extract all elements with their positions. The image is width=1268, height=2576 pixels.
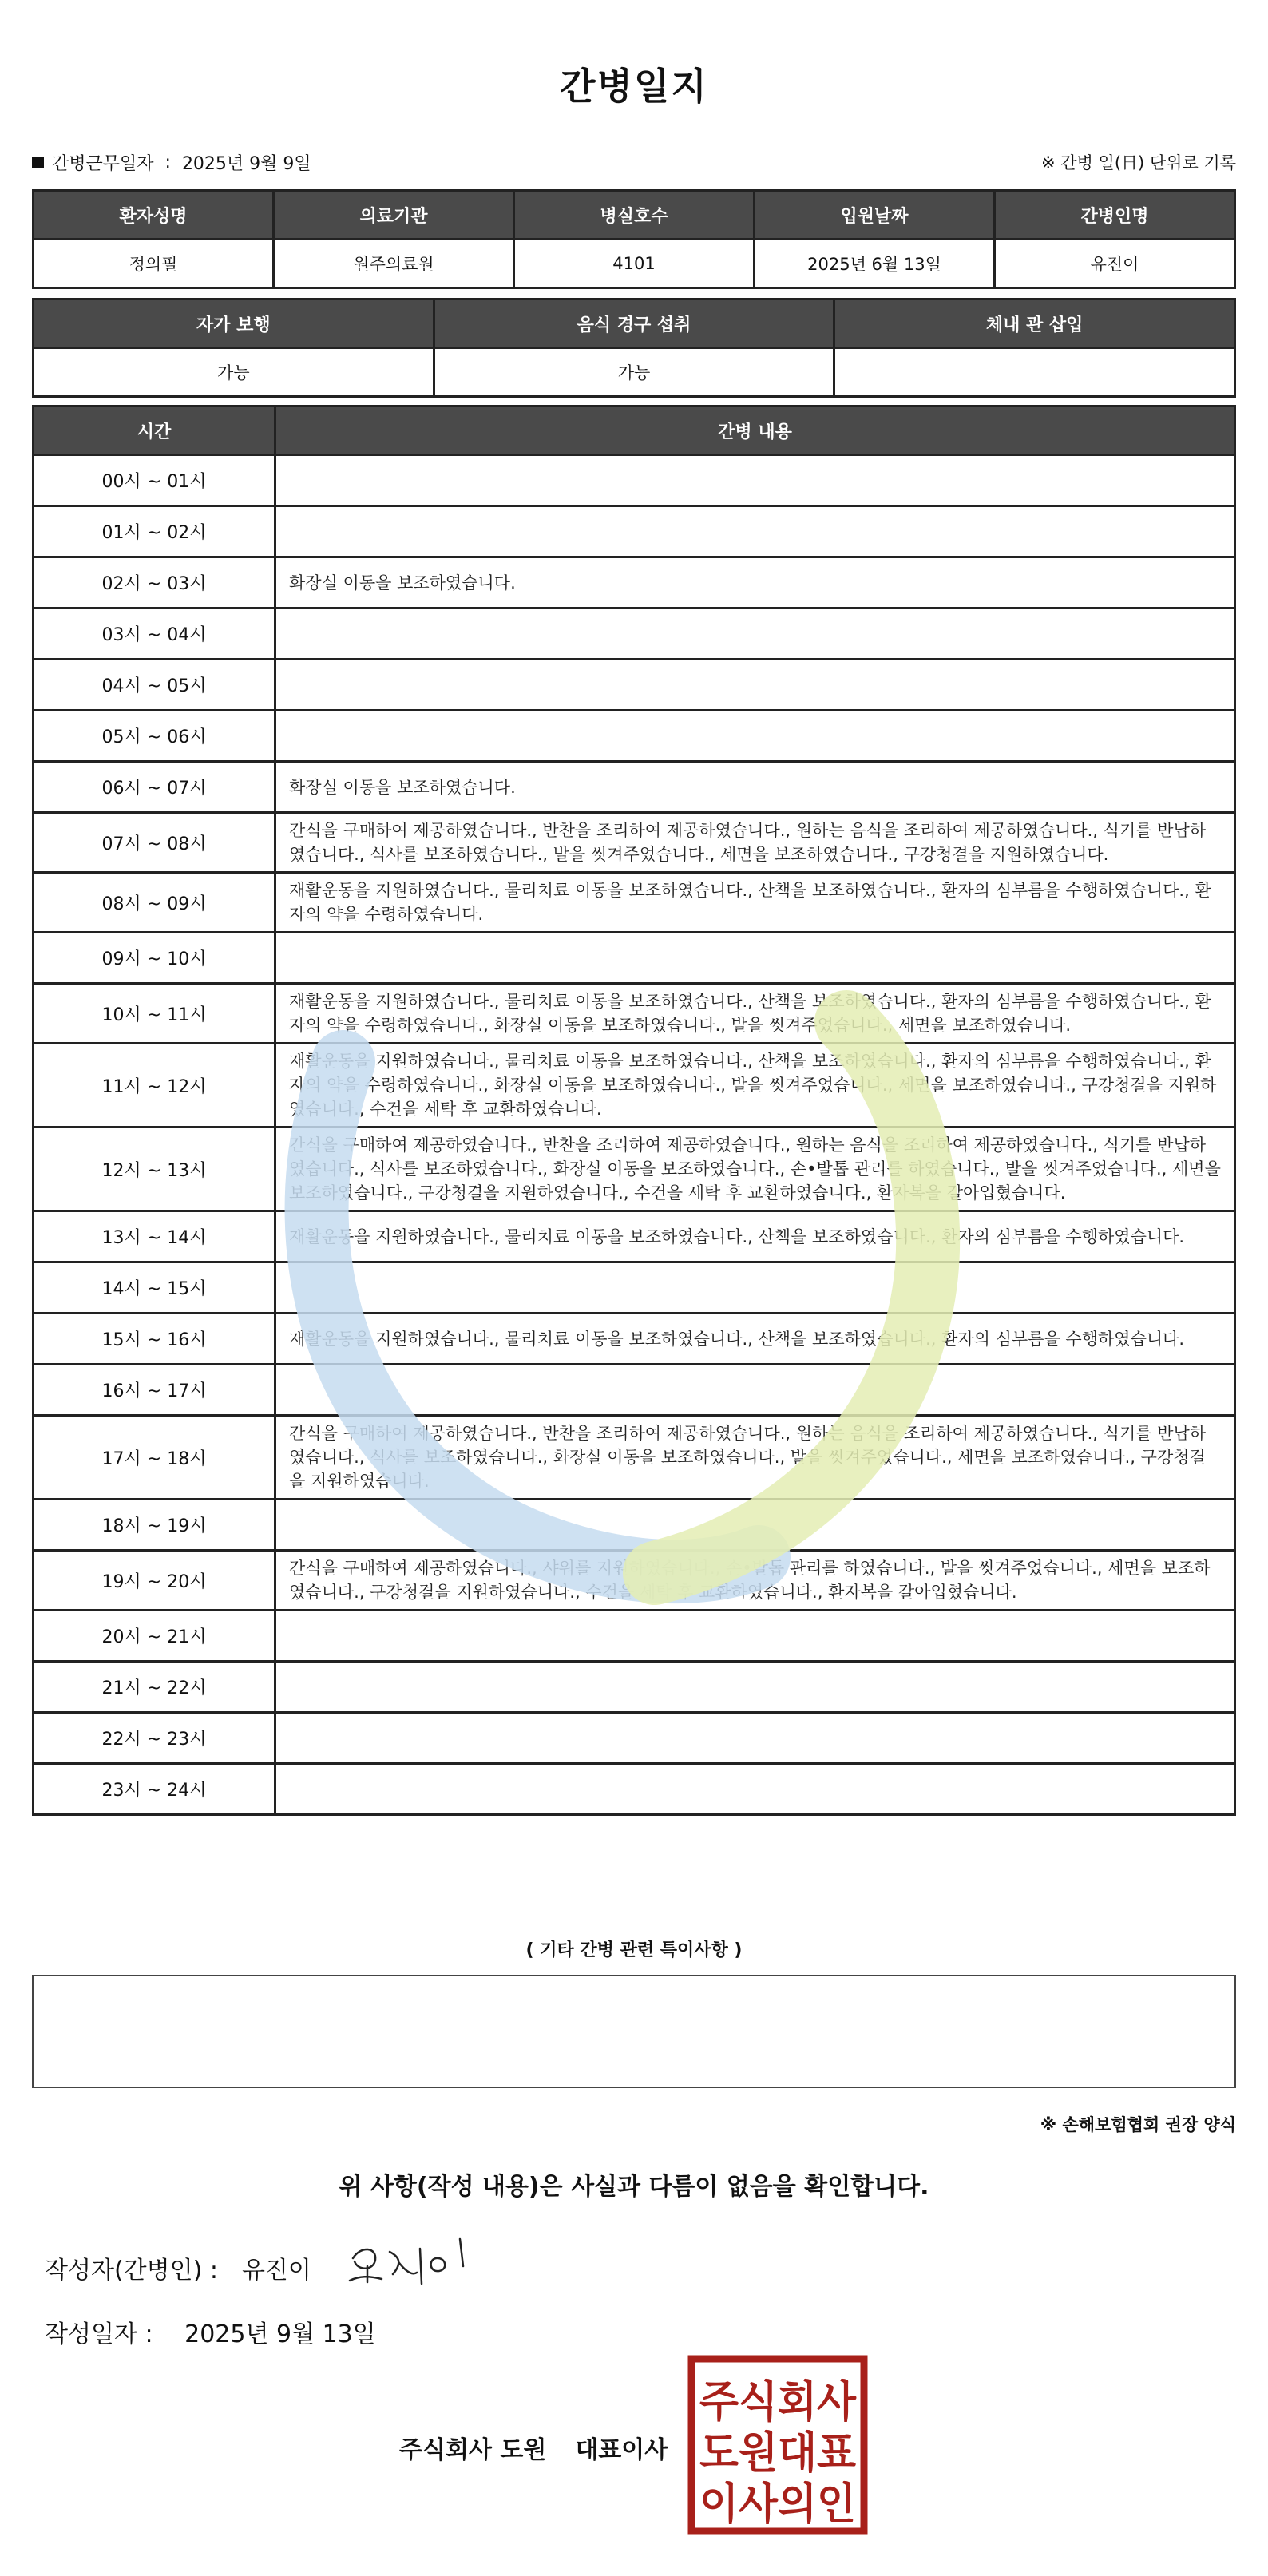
table-row (34, 984, 1235, 1044)
care-content (275, 608, 1235, 660)
work-date-separator: : (164, 153, 171, 172)
table-row (34, 1662, 1235, 1713)
care-log-table (32, 405, 1236, 1816)
table-row (34, 813, 1235, 873)
care-content (275, 506, 1235, 557)
care-content: 간식을 구매하여 제공하였습니다., 반찬을 조리하여 제공하였습니다., 원하는 음식을 조리하여 제공하였습니다., 식기를 반납하였습니다., 식사를 보조하였습니다., 발을 씻겨주었습니다., 세면을 보조하였습니다., 구강청결을 지원하였습니다. (275, 813, 1235, 873)
table-row (34, 506, 1235, 557)
table-row (34, 1127, 1235, 1211)
writer-name: 유진이 (241, 2257, 311, 2285)
bullet-square-icon (32, 157, 44, 168)
company-line (399, 2430, 668, 2465)
day-unit-note: ※ 간병 일(日) 단위로 기록 (1041, 153, 1236, 172)
care-content: 재활운동을 지원하였습니다., 물리치료 이동을 보조하였습니다., 산책을 보조하였습니다., 환자의 심부름을 수행하였습니다. (275, 1211, 1235, 1262)
care-content (275, 455, 1235, 506)
patient-info-table (32, 189, 1236, 289)
care-content: 재활운동을 지원하였습니다., 물리치료 이동을 보조하였습니다., 산책을 보조하였습니다., 환자의 심부름을 수행하였습니다., 환자의 약을 수령하였습니다., 화장실 이동을 보조하였습니다., 발을 씻겨주었습니다., 세면을 보조하였습니다., 구강청결을 지원하였습니다., 수건을 세탁 후 교환하였습니다. (275, 1044, 1235, 1127)
table-row (34, 1713, 1235, 1764)
table-row (34, 1365, 1235, 1416)
care-content (275, 933, 1235, 984)
table-row (34, 873, 1235, 933)
header-time: 시간 (34, 406, 275, 455)
care-content: 간식을 구매하여 제공하였습니다., 반찬을 조리하여 제공하였습니다., 원하는 음식을 조리하여 제공하였습니다., 식기를 반납하였습니다., 식사를 보조하였습니다., 화장실 이동을 보조하였습니다., 손•발톱 관리를 하였습니다., 발을 씻겨주었습니다., 세면을 보조하였습니다., 구강청결을 지원하였습니다., 수건을 세탁 후 교환하였습니다., 환자복을 갈아입혔습니다. (275, 1127, 1235, 1211)
handwritten-signature (343, 2228, 487, 2300)
table-row (34, 933, 1235, 984)
header-caregiver-name: 간병인명 (995, 191, 1235, 240)
time-slot: 05시 ~ 06시 (34, 711, 275, 762)
write-date-label: 작성일자 : (45, 2320, 153, 2348)
page-title: 간병일지 (560, 65, 708, 108)
time-slot: 06시 ~ 07시 (34, 762, 275, 813)
header-self-walking: 자가 보행 (34, 299, 434, 348)
room-number: 4101 (514, 240, 755, 288)
table-row (34, 455, 1235, 506)
table-row (34, 1262, 1235, 1314)
header-care-content: 간병 내용 (275, 406, 1235, 455)
time-slot: 09시 ~ 10시 (34, 933, 275, 984)
writer-label: 작성자(간병인) : (45, 2257, 218, 2285)
oral-intake: 가능 (434, 348, 834, 397)
confirmation-statement: 위 사항(작성 내용)은 사실과 다름이 없음을 확인합니다. (339, 2173, 929, 2201)
care-content: 화장실 이동을 보조하였습니다. (275, 762, 1235, 813)
care-content (275, 1262, 1235, 1314)
write-date-value: 2025년 9월 13일 (184, 2320, 376, 2348)
time-slot: 04시 ~ 05시 (34, 660, 275, 711)
header-oral-intake: 음식 경구 섭취 (434, 299, 834, 348)
table-row (34, 1044, 1235, 1127)
care-content (275, 1713, 1235, 1764)
table-row (34, 762, 1235, 813)
work-date-value: 2025년 9월 9일 (181, 154, 311, 174)
table-row (34, 1500, 1235, 1551)
care-content (275, 660, 1235, 711)
time-slot: 02시 ~ 03시 (34, 557, 275, 608)
care-content (275, 1500, 1235, 1551)
time-slot: 14시 ~ 15시 (34, 1262, 275, 1314)
company-name: 주식회사 도원 (399, 2436, 547, 2464)
patient-name: 정의필 (34, 240, 274, 288)
caregiver-name: 유진이 (995, 240, 1235, 288)
time-slot: 22시 ~ 23시 (34, 1713, 275, 1764)
time-slot: 16시 ~ 17시 (34, 1365, 275, 1416)
table-row (34, 1551, 1235, 1611)
time-slot: 01시 ~ 02시 (34, 506, 275, 557)
table-row (34, 608, 1235, 660)
care-content: 재활운동을 지원하였습니다., 물리치료 이동을 보조하였습니다., 산책을 보조하였습니다., 환자의 심부름을 수행하였습니다. (275, 1314, 1235, 1365)
work-date (32, 150, 311, 175)
care-content (275, 1764, 1235, 1815)
table-row (34, 711, 1235, 762)
care-content: 재활운동을 지원하였습니다., 물리치료 이동을 보조하였습니다., 산책을 보조하였습니다., 환자의 심부름을 수행하였습니다., 환자의 약을 수령하였습니다., 화장실 이동을 보조하였습니다., 발을 씻겨주었습니다., 세면을 보조하였습니다. (275, 984, 1235, 1044)
time-slot: 20시 ~ 21시 (34, 1611, 275, 1662)
time-slot: 21시 ~ 22시 (34, 1662, 275, 1713)
time-slot: 18시 ~ 19시 (34, 1500, 275, 1551)
header-institution: 의료기관 (274, 191, 514, 240)
seal-line-2: 도원대표 (699, 2427, 856, 2478)
write-date-line (45, 2314, 376, 2349)
seal-line-3: 이사의인 (699, 2479, 856, 2529)
care-content (275, 1662, 1235, 1713)
representative-title: 대표이사 (575, 2436, 668, 2464)
time-slot: 11시 ~ 12시 (34, 1044, 275, 1127)
institution: 원주의료원 (274, 240, 514, 288)
header-tube-insertion: 체내 관 삽입 (834, 299, 1235, 348)
form-source-note: ※ 손해보험협회 권장 양식 (1040, 2115, 1236, 2134)
remarks-title: ( 기타 간병 관련 특이사항 ) (525, 1940, 743, 1960)
care-content (275, 1611, 1235, 1662)
time-slot: 10시 ~ 11시 (34, 984, 275, 1044)
admission-date: 2025년 6월 13일 (755, 240, 995, 288)
time-slot: 12시 ~ 13시 (34, 1127, 275, 1211)
writer-line (45, 2250, 311, 2285)
self-walking: 가능 (34, 348, 434, 397)
care-content (275, 711, 1235, 762)
care-content: 화장실 이동을 보조하였습니다. (275, 557, 1235, 608)
time-slot: 03시 ~ 04시 (34, 608, 275, 660)
care-content: 간식을 구매하여 제공하였습니다., 반찬을 조리하여 제공하였습니다., 원하는 음식을 조리하여 제공하였습니다., 식기를 반납하였습니다., 식사를 보조하였습니다., 화장실 이동을 보조하였습니다., 발을 씻겨주었습니다., 세면을 보조하였습니다., 구강청결을 지원하였습니다. (275, 1416, 1235, 1500)
time-slot: 00시 ~ 01시 (34, 455, 275, 506)
care-content: 간식을 구매하여 제공하였습니다., 샤워를 지원하였습니다., 손•발톱 관리를 하였습니다., 발을 씻겨주었습니다., 세면을 보조하였습니다., 구강청결을 지원하였습니다., 수건을 세탁 후 교환하였습니다., 환자복을 갈아입혔습니다. (275, 1551, 1235, 1611)
time-slot: 07시 ~ 08시 (34, 813, 275, 873)
seal-line-1: 주식회사 (699, 2376, 857, 2427)
header-admission-date: 입원날짜 (755, 191, 995, 240)
table-row (34, 1211, 1235, 1262)
header-room-number: 병실호수 (514, 191, 755, 240)
table-row (34, 1416, 1235, 1500)
time-slot: 15시 ~ 16시 (34, 1314, 275, 1365)
care-content: 재활운동을 지원하였습니다., 물리치료 이동을 보조하였습니다., 산책을 보조하였습니다., 환자의 심부름을 수행하였습니다., 환자의 약을 수령하였습니다. (275, 873, 1235, 933)
header-patient-name: 환자성명 (34, 191, 274, 240)
time-slot: 17시 ~ 18시 (34, 1416, 275, 1500)
time-slot: 19시 ~ 20시 (34, 1551, 275, 1611)
table-row (34, 1611, 1235, 1662)
remarks-box (32, 1975, 1236, 2088)
tube-insertion (834, 348, 1235, 397)
work-date-label: 간병근무일자 (52, 154, 154, 174)
table-row (34, 1764, 1235, 1815)
time-slot: 13시 ~ 14시 (34, 1211, 275, 1262)
time-slot: 08시 ~ 09시 (34, 873, 275, 933)
time-slot: 23시 ~ 24시 (34, 1764, 275, 1815)
patient-status-table (32, 298, 1236, 398)
table-row (34, 660, 1235, 711)
table-row (34, 557, 1235, 608)
care-content (275, 1365, 1235, 1416)
table-row (34, 1314, 1235, 1365)
company-seal-stamp (687, 2354, 869, 2536)
